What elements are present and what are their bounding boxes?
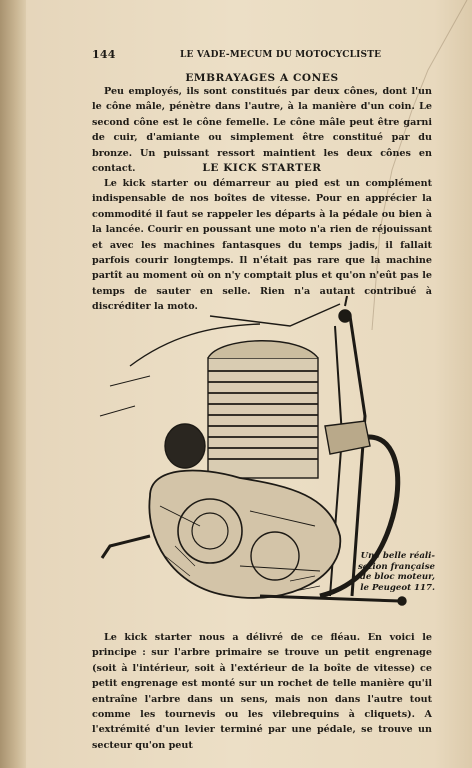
book-spine — [0, 0, 26, 768]
section-heading-cone-clutch: EMBRAYAGES A CONES — [185, 72, 339, 84]
frame-tube-top — [210, 304, 340, 326]
foot-rest — [260, 596, 400, 601]
paragraph-kick-starter: Le kick starter ou démarreur au pied est un complément indispensable de nos boîtes de vitesse. Pour en apprécier la commodité il faut se rappeler les départs à la pédale ou bien à la lancée. Courir en poussant une moto n'a rien de réjouissant et avec les machines fantasques du temps jadis, il fallait parfois courir longtemps. Il n'était pas rare que la machine partît au moment où on n'y comptait plus et qu'on n'eût pas le temps de sauter en selle. Rien n'a autant contribué à discréditer la moto. — [92, 178, 432, 313]
caption-line: Une belle réali- — [360, 551, 435, 561]
cylinder-head — [208, 341, 318, 358]
magneto — [165, 424, 205, 468]
paragraph-cone-clutch: Peu employés, ils sont constitués par deux cônes, dont l'un le cône mâle, pénètre dans l'autre, à la manière d'un coin. Le second cône est le cône femelle. Le cône mâle peut être garni de cuir, d'amiante ou simplement être constitué par du bronze. Un puissant ressort maintient les deux cônes en contact. — [92, 86, 432, 175]
section-heading-kick-starter: LE KICK STARTER — [202, 162, 322, 174]
running-title: LE VADE-MECUM DU MOTOCYCLISTE — [180, 50, 382, 60]
paragraph-kick-starter-principle: Le kick starter nous a délivré de ce fléau. En voici le principe : sur l'arbre primaire se trouve un petit engrenage (soit à l'intérieur, soit à l'extérieur de la boîte de vitesse) ce petit engrenage est monté sur un rochet de telle manière qu'il entraîne l'arbre dans un sens, mais non dans l'autre tout comme les tournevis ou les vilebrequins à cliquets). A l'extrémité d'un levier terminé par une pédale, se trouve un secteur qu'on peut — [92, 632, 432, 751]
gear-lever — [345, 296, 348, 306]
caption-line: le Peugeot 117. — [360, 582, 435, 593]
kick-lever — [102, 536, 150, 558]
caption-line: de bloc moteur, — [359, 572, 435, 582]
page-header — [92, 48, 432, 64]
cylinder-fins — [208, 358, 318, 478]
page-number: 144 — [92, 48, 116, 61]
caption-line: sation française — [357, 561, 435, 572]
figure-caption — [343, 551, 435, 593]
